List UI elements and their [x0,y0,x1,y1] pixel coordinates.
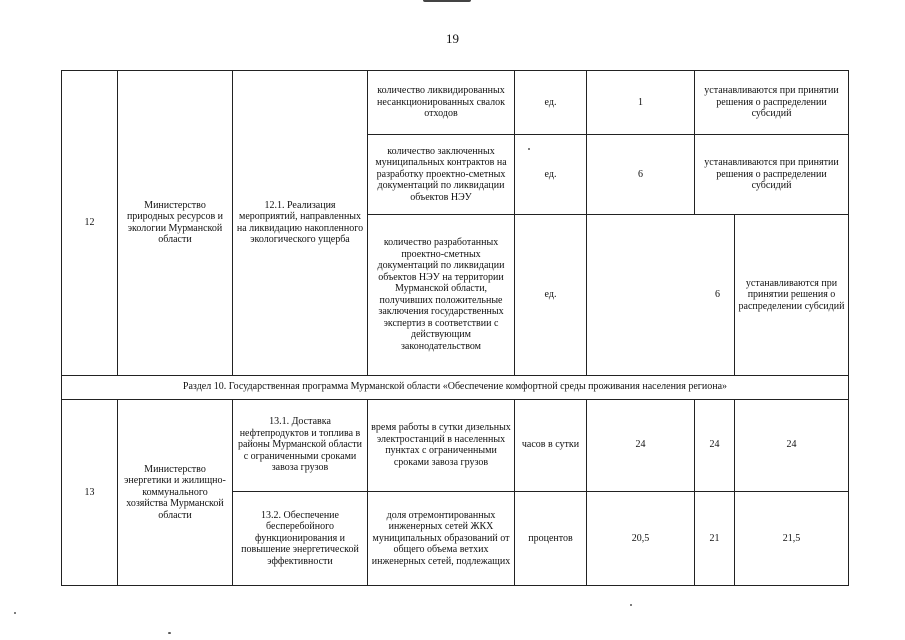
results-table [61,70,849,586]
scan-speck [528,148,530,150]
measure-cell: 13.1. Доставка нефтепродуктов и топлива в районы Мурманской области с ограниченными сроками завоза грузов [233,399,368,491]
value-cell: 24 [735,399,849,491]
note-cell: устанавливаются при принятии решения о распределении субсидий [695,135,849,215]
unit-cell: часов в сутки [515,399,587,491]
note-cell: устанавливаются при принятии решения о распределении субсидий [695,71,849,135]
scan-speck [630,604,632,606]
value-cell: 21 [695,491,735,585]
scan-speck [168,632,171,634]
value-cell: 20,5 [587,491,695,585]
unit-cell: процентов [515,491,587,585]
indicator-cell: время работы в сутки дизельных электростанций в населенных пунктах с ограниченными сроками завоза грузов [368,399,515,491]
unit-cell: ед. [515,135,587,215]
value-cell: 24 [587,399,695,491]
measure-cell: 13.2. Обеспечение бесперебойного функционирования и повышение энергетической эффективности [233,491,368,585]
unit-cell: ед. [515,215,587,375]
value-cell: 6 [587,135,695,215]
section-heading-row [62,375,849,399]
page-number: 19 [446,31,459,46]
indicator-cell: количество разработанных проектно-сметных документаций по ликвидации объектов НЭУ на территории Мурманской области, получивших положительные заключения государственных экспертиз в соответствии с действующим законодательством [368,215,515,375]
value-cell: 6 [587,215,735,375]
indicator-cell: количество ликвидированных несанкционированных свалок отходов [368,71,515,135]
measure-cell: 12.1. Реализация мероприятий, направленных на ликвидацию накопленного экологического ущерба [233,71,368,376]
value-cell: 21,5 [735,491,849,585]
row-number: 12 [62,71,118,376]
row-number: 13 [62,399,118,585]
value-cell: 1 [587,71,695,135]
table-row [62,71,849,135]
executor-cell: Министерство энергетики и жилищно-коммунального хозяйства Мурманской области [118,399,233,585]
note-cell: устанавливаются при принятии решения о распределении субсидий [735,215,849,375]
indicator-cell: доля отремонтированных инженерных сетей ЖКХ муниципальных образований от общего объема ветхих инженерных сетей, подлежащих [368,491,515,585]
top-edge-scrap [423,0,471,2]
indicator-cell: количество заключенных муниципальных контрактов на разработку проектно-сметных документаций по ликвидации объектов НЭУ [368,135,515,215]
value-cell: 24 [695,399,735,491]
scan-speck [14,612,16,614]
unit-cell: ед. [515,71,587,135]
section-heading: Раздел 10. Государственная программа Мурманской области «Обеспечение комфортной среды проживания населения региона» [62,375,849,399]
table-row [62,399,849,491]
executor-cell: Министерство природных ресурсов и экологии Мурманской области [118,71,233,376]
